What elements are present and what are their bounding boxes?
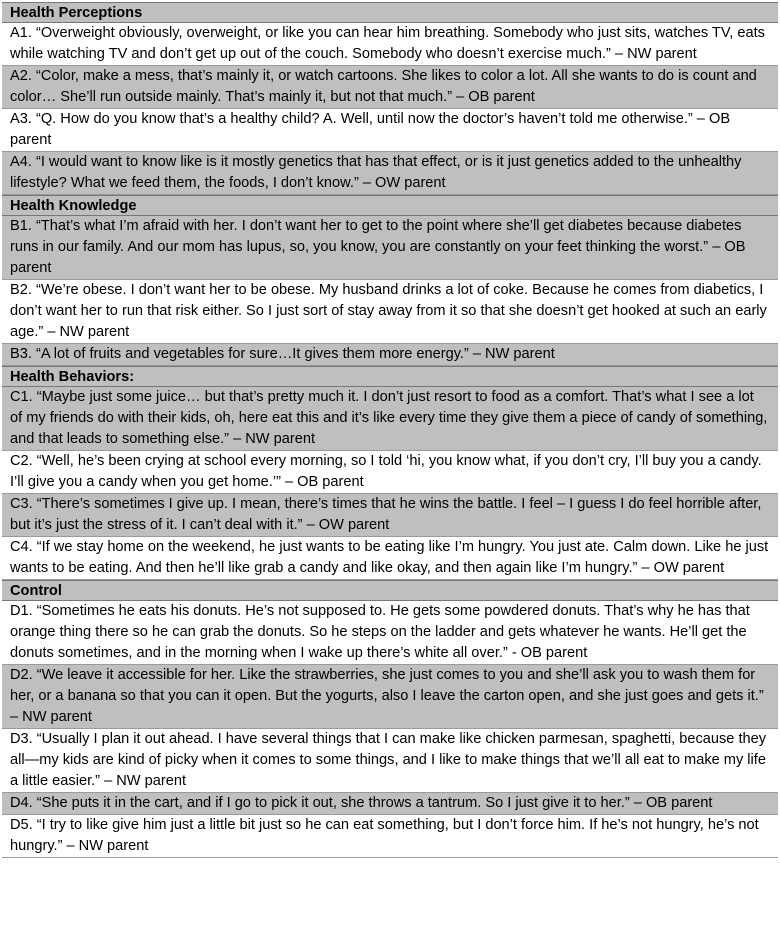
section-heading: Control (2, 580, 778, 601)
quote-row: A1. “Overweight obviously, overweight, or like you can hear him breathing. Somebody who just sits, watches TV, eats while watching TV and don’t get up out of the couch. Somebody who doesn’t exercise much.” – NW parent (2, 23, 778, 66)
quote-row: B1. “That’s what I’m afraid with her. I don’t want her to get to the point where she’ll get diabetes because diabetes runs in our family. And our mom has lupus, so, you know, you are constantly on your feet thinking the worst.” – OB parent (2, 216, 778, 280)
quote-row: D4. “She puts it in the cart, and if I go to pick it out, she throws a tantrum. So I just give it to her.” – OB parent (2, 793, 778, 815)
quote-row: D2. “We leave it accessible for her. Like the strawberries, she just comes to you and she’ll ask you to wash them for her, or a banana so that you can it open. But the yogurts, also I leave the carton open, and she just goes and gets it.” – NW parent (2, 665, 778, 729)
quote-table (2, 2, 778, 858)
quote-row: C1. “Maybe just some juice… but that’s pretty much it. I don’t just resort to food as a comfort. That’s what I see a lot of my friends do with their kids, oh, here eat this and it’s like every time they give them a piece of candy of something, and that leads to something else.” – NW parent (2, 387, 778, 451)
section-heading: Health Perceptions (2, 2, 778, 23)
quote-row: D3. “Usually I plan it out ahead. I have several things that I can make like chicken parmesan, spaghetti, because they all—my kids are kind of picky when it comes to some things, and I like to make things that we’ll all eat to make my life a little easier.” – NW parent (2, 729, 778, 793)
quote-row: D5. “I try to like give him just a little bit just so he can eat something, but I don’t force him. If he’s not hungry, he’s not hungry.” – NW parent (2, 815, 778, 858)
quote-row: A3. “Q. How do you know that’s a healthy child? A. Well, until now the doctor’s haven’t told me otherwise.” – OB parent (2, 109, 778, 152)
quote-row: C3. “There’s sometimes I give up. I mean, there’s times that he wins the battle. I feel – I guess I do feel horrible after, but it’s just the stress of it. I can’t deal with it.” – OW parent (2, 494, 778, 537)
quote-row: A4. “I would want to know like is it mostly genetics that has that effect, or is it just genetics added to the unhealthy lifestyle? What we feed them, the foods, I don’t know.” – OW parent (2, 152, 778, 195)
quote-row: B3. “A lot of fruits and vegetables for sure…It gives them more energy.” – NW parent (2, 344, 778, 366)
quote-row: B2. “We’re obese. I don’t want her to be obese. My husband drinks a lot of coke. Because he comes from diabetics, I don’t want her to run that risk either. So I just sort of stay away from it so that she doesn’t get hooked at such an early age.” – NW parent (2, 280, 778, 344)
section-heading: Health Knowledge (2, 195, 778, 216)
quote-row: D1. “Sometimes he eats his donuts. He’s not supposed to. He gets some powdered donuts. That’s why he has that orange thing there so he can grab the donuts. So he steps on the ladder and gets whatever he wants. He’ll get the donuts sometimes, and in the morning when I wake up there’s white all over.” - OB parent (2, 601, 778, 665)
quote-row: A2. “Color, make a mess, that’s mainly it, or watch cartoons. She likes to color a lot. All she wants to do is count and color… She’ll run outside mainly. That’s mainly it, but not that much.” – OB parent (2, 66, 778, 109)
section-heading: Health Behaviors: (2, 366, 778, 387)
quote-row: C2. “Well, he’s been crying at school every morning, so I told ‘hi, you know what, if you don’t cry, I’ll buy you a candy. I’ll give you a candy when you get home.’” – OB parent (2, 451, 778, 494)
quote-row: C4. “If we stay home on the weekend, he just wants to be eating like I’m hungry. You just ate. Calm down. Like he just wants to be eating. And then he’ll like grab a candy and like okay, and then again like I’m hungry.” – OW parent (2, 537, 778, 580)
